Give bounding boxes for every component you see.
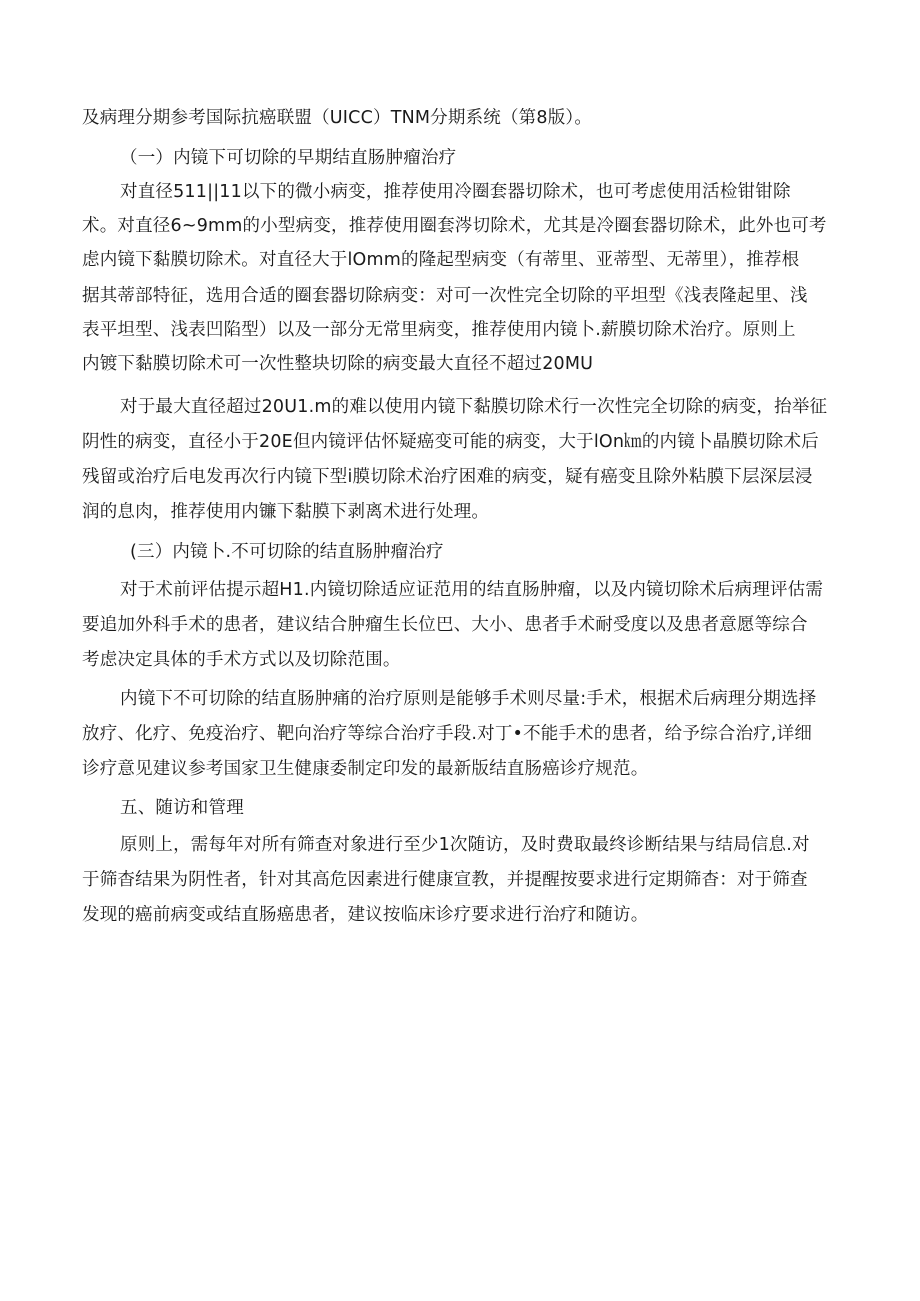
section-heading-1: （一）内镜下可切除的早期结直肠肿瘤治疗 [120,148,457,168]
text-line-10: 阴性的病变，直径小于20E但内镜评估怀疑癌变可能的病变，大于lOn㎞的内镜卜晶膜切除术后 [82,432,819,452]
text-line-6: 据其蒂部特征，选用合适的圈套器切除病变：对可一次性完全切除的平坦型《浅表隆起里、浅 [82,286,808,306]
text-line-18: 放疗、化疗、免疫治疗、靶向治疗等综合治疗手段.对丁•不能手术的患者，给予综合治疗,详细 [82,724,813,744]
text-line-12: 润的息肉，推荐使用内镰下黏膜下剥离术进行处理。 [82,502,490,522]
text-line-11: 残留或治疗后电发再次行内镜下型i膜切除术治疗困难的病变，疑有癌变且除外粘膜下层深层浸 [82,467,813,487]
text-line-8: 内镀下黏膜切除术可一次性整块切除的病变最大直径不超过20MU [82,354,594,374]
section-heading-5: 五、随访和管理 [120,798,244,818]
text-line-22: 于筛杳结果为阴性者，针对其高危因素进行健康宣教，并提醒按要求进行定期筛杳：对于筛查 [82,870,808,890]
text-line-21: 原则上，需每年对所有筛查对象进行至少1次随访，及时费取最终诊断结果与结局信息.对 [120,835,810,855]
text-line-4: 术。对直径6~9mm的小型病变，推荐使用圈套涔切除术，尤其是冷圈套器切除术，此外也可考 [82,216,827,236]
text-line-15: 要追加外科手术的患者，建议结合肿瘤生长位巴、大小、患者手术耐受度以及患者意愿等综合 [82,615,808,635]
text-line-5: 虑内镜下黏膜切除术。对直径大于lOmm的隆起型病变（有蒂里、亚蒂型、无蒂里），推荐根 [82,250,800,270]
text-line-16: 考虑决定具体的手术方式以及切除范围。 [82,650,401,670]
text-line-17: 内镜下不可切除的结直肠肿痛的治疗原则是能够手术则尽量:手术，根据术后病理分期选择 [120,689,817,709]
text-line-3: 对直径511||11以下的微小病变，推荐使用冷圈套器切除术，也可考虑使用活检钳钳除 [120,182,791,202]
text-line-19: 诊疗意见建议参考国家卫生健康委制定印发的最新版结直肠癌诊疗规范。 [82,759,649,779]
text-line-9: 对于最大直径超过20U1.m的难以使用内镜下黏膜切除术行一次性完全切除的病变，抬举征 [120,397,828,417]
text-line-7: 表平坦型、浅表凹陷型）以及一部分无常里病变，推荐使用内镜卜.薪膜切除术治疗。原则上 [82,320,796,340]
text-line-23: 发现的癌前病变或结直肠癌患者，建议按临床诊疗要求进行治疗和随访。 [82,905,649,925]
section-heading-3: (三）内镜卜.不可切除的结直肠肿瘤治疗 [130,542,444,562]
text-line-14: 对于术前评估提示超H1.内镜切除适应证范用的结直肠肿瘤，以及内镜切除术后病理评估需 [120,580,824,600]
text-line-1: 及病理分期参考国际抗癌联盟（UICC）TNM分期系统（第8版）。 [82,108,593,128]
